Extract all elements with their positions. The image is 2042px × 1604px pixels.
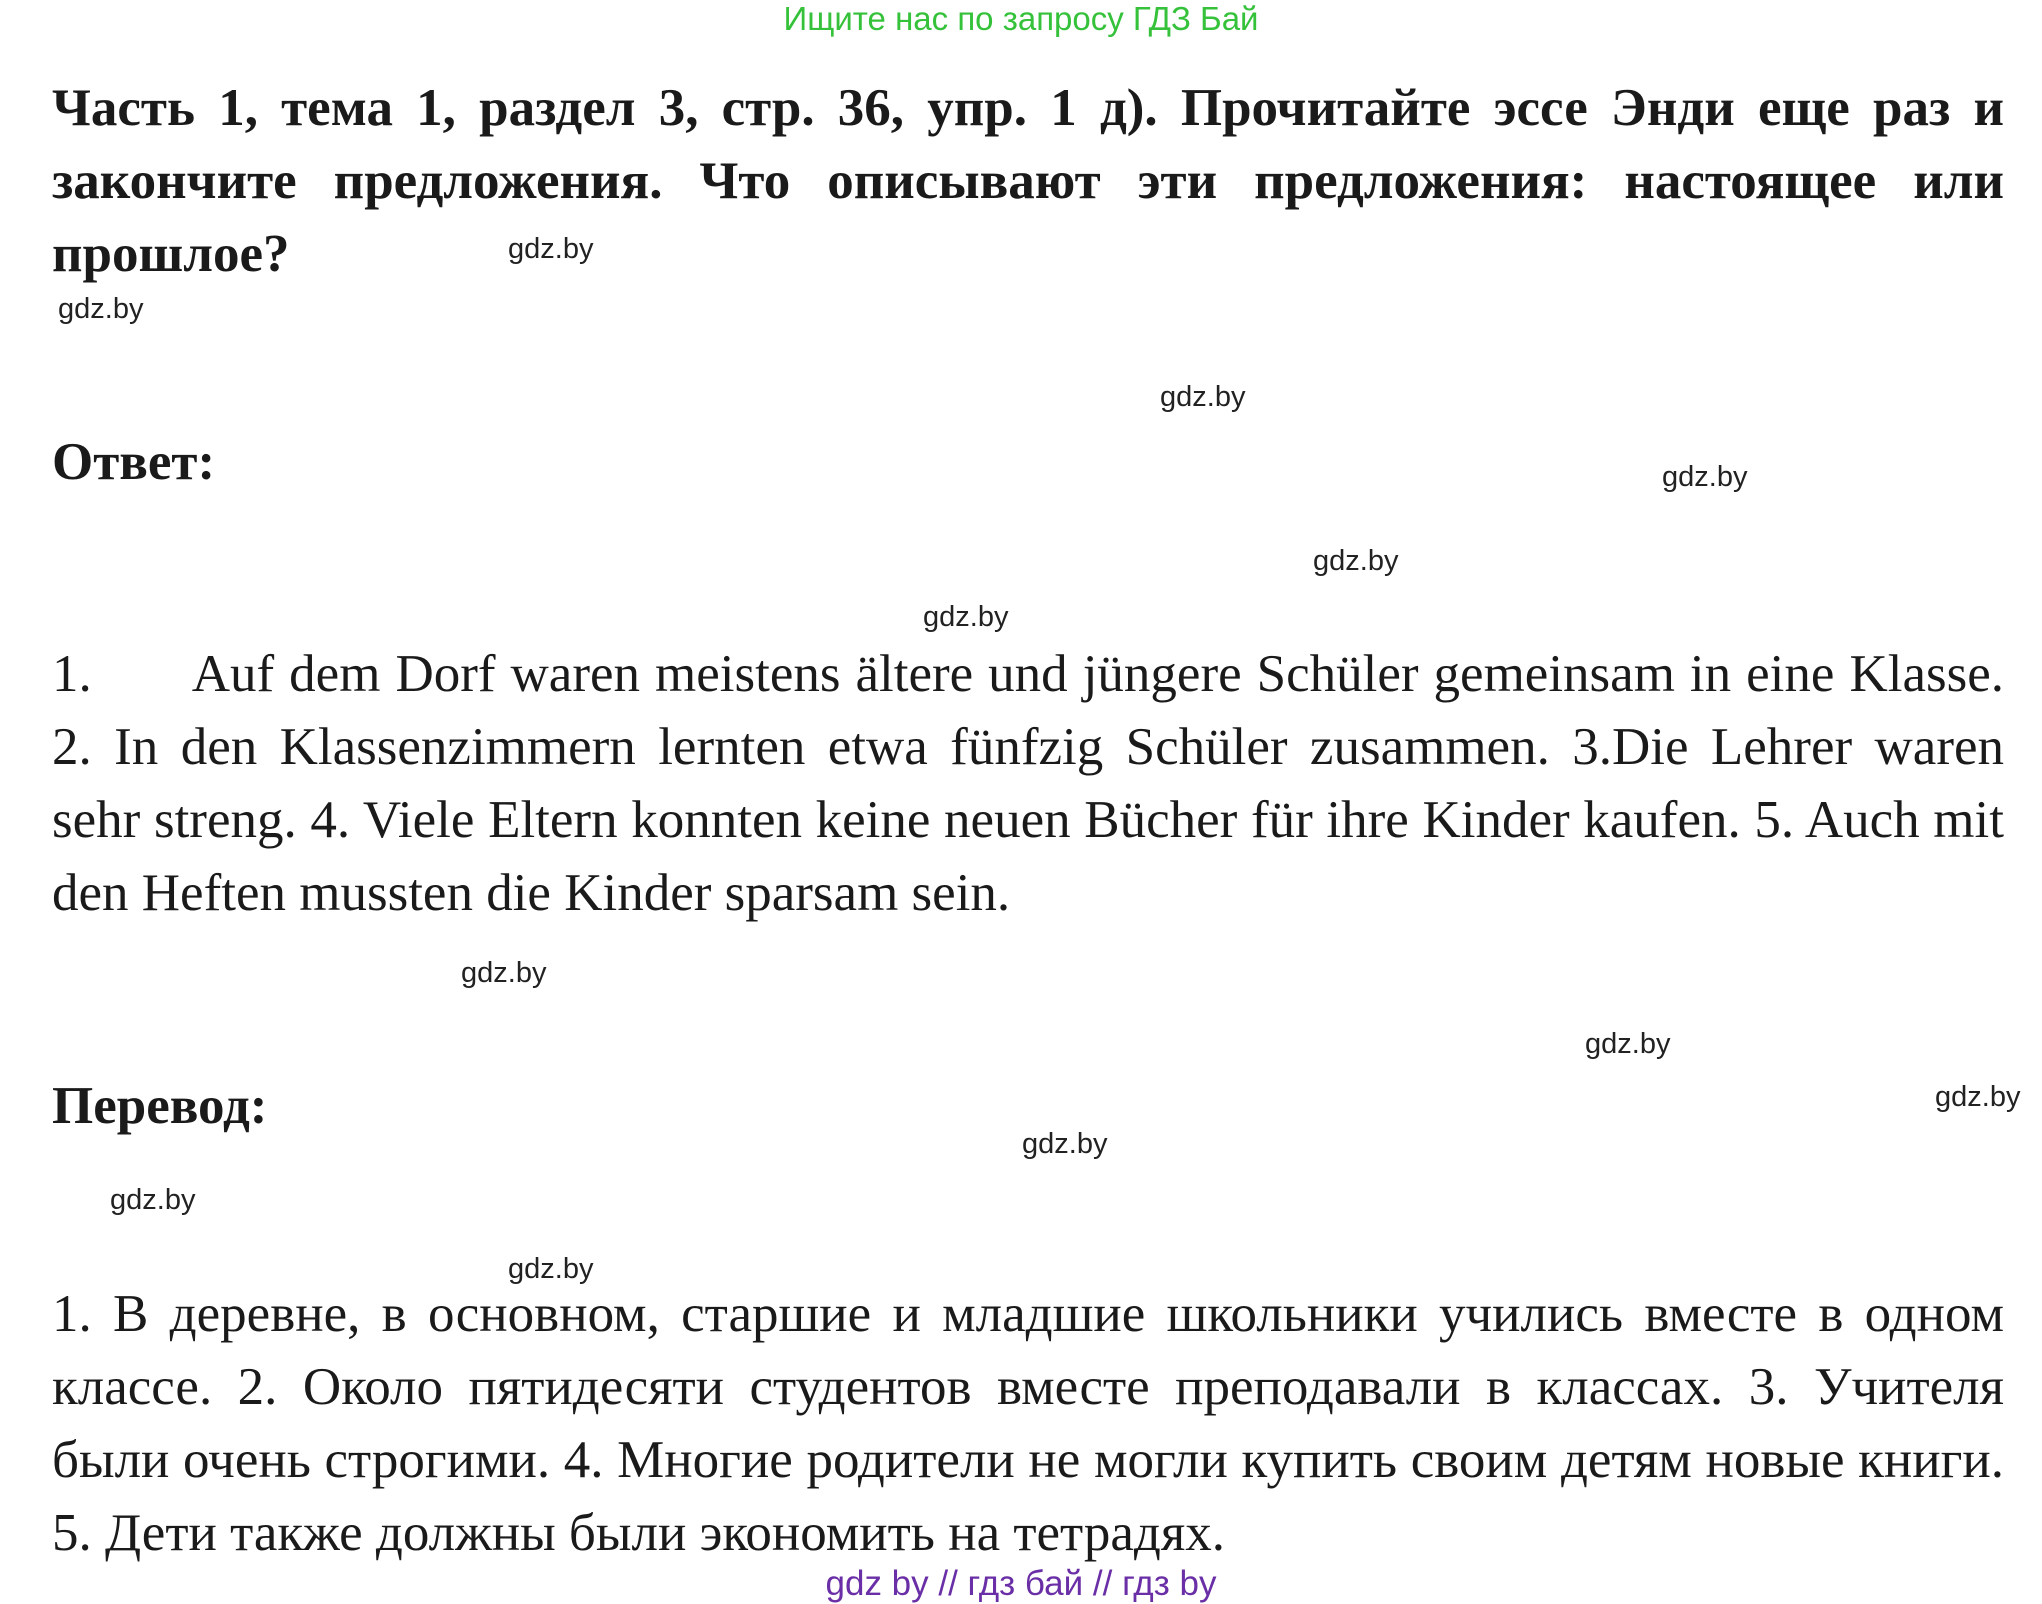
watermark: gdz.by — [1160, 381, 1246, 413]
translation-heading: Перевод: — [52, 1077, 268, 1135]
watermark: gdz.by — [1662, 461, 1748, 493]
watermark: gdz.by — [58, 293, 144, 325]
watermark: gdz.by — [110, 1184, 196, 1216]
watermark: gdz.by — [1022, 1128, 1108, 1160]
answer-text — [52, 638, 2004, 930]
answer-first-number: 1. — [52, 645, 92, 703]
footer-watermark: gdz by // гдз бай // гдз by — [825, 1564, 1217, 1603]
task-statement: Часть 1, тема 1, раздел 3, стр. 36, упр. 1 д). Прочитайте эссе Энди еще раз и закончите предложения. Что описывают эти предложения: настоящее или прошлое? — [52, 79, 2004, 283]
translation-text: 1. В деревне, в основном, старшие и младшие школьники учились вместе в одном классе. 2. Около пятидесяти студентов вместе преподавали в классах. 3. Учителя были очень строгими. 4. Многие родители не могли купить своим детям новые книги. 5. Дети также должны были экономить на тетрадях. — [52, 1285, 2004, 1562]
watermark: gdz.by — [1935, 1081, 2021, 1113]
watermark: gdz.by — [508, 233, 594, 265]
answer-body: Auf dem Dorf waren meistens ältere und jüngere Schüler gemeinsam in eine Klasse. 2. In den Klassenzimmern lernten etwa fünfzig Schüler zusammen. 3.Die Lehrer waren sehr streng. 4. Viele Eltern konnten keine neuen Bücher für ihre Kinder kaufen. 5. Auch mit den Heften mussten die Kinder sparsam sein. — [52, 645, 2004, 922]
watermark: gdz.by — [1313, 545, 1399, 577]
watermark: gdz.by — [461, 957, 547, 989]
watermark: gdz.by — [923, 601, 1009, 633]
top-banner: Ищите нас по запросу ГДЗ Бай — [783, 0, 1259, 37]
watermark: gdz.by — [1585, 1028, 1671, 1060]
answer-heading: Ответ: — [52, 433, 216, 491]
watermark: gdz.by — [508, 1253, 594, 1285]
